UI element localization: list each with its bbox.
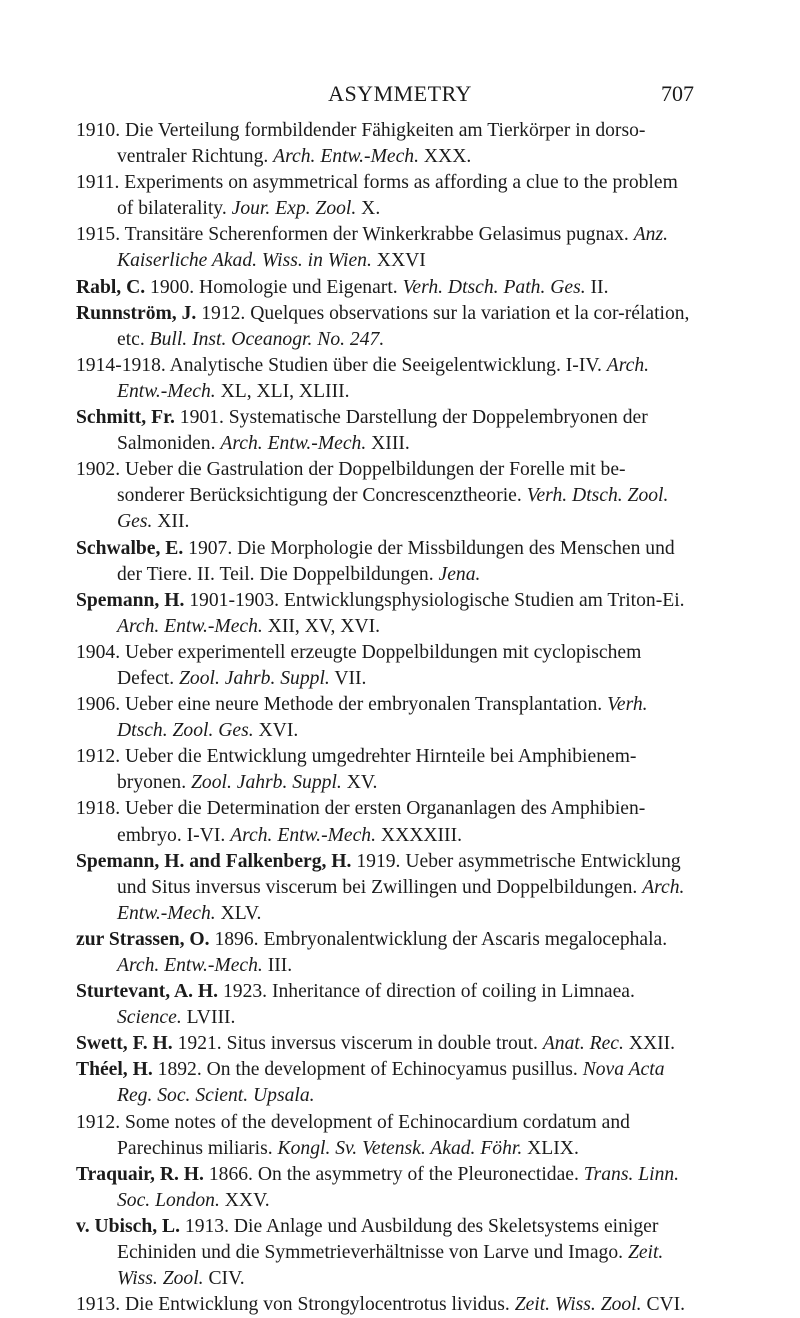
bibliography-entry bbox=[76, 301, 693, 353]
entry-year: 1911. bbox=[76, 172, 120, 194]
entry-journal: Zeit. Wiss. Zool. bbox=[117, 1242, 664, 1290]
entry-title: Analytische Studien über die Seeigelentwicklung. I-IV. bbox=[169, 354, 602, 376]
entry-title: Homologie und Eigenart. bbox=[199, 276, 398, 298]
entry-title: Entwicklungsphysiologische Studien am Triton-Ei. bbox=[283, 589, 685, 611]
entry-author: Schwalbe, E. bbox=[76, 537, 184, 559]
entry-volume: CVI. bbox=[646, 1294, 686, 1316]
bibliography-entry bbox=[76, 1110, 693, 1162]
entry-title: Ueber eine neure Methode der embryonalen Transplantation. bbox=[125, 694, 603, 716]
entry-title: Experiments on asymmetrical forms as affording a clue to the problem of bilaterality. bbox=[117, 172, 678, 220]
bibliography-list bbox=[76, 118, 693, 1318]
bibliography-entry bbox=[76, 744, 693, 796]
bibliography-entry bbox=[76, 222, 693, 274]
entry-journal: Arch. Entw.-Mech. bbox=[117, 955, 263, 976]
entry-volume: XII, XV, XVI. bbox=[267, 615, 381, 637]
entry-volume: XIII. bbox=[371, 433, 410, 455]
bibliography-entry bbox=[76, 849, 693, 927]
entry-author: Spemann, H. and Falkenberg, H. bbox=[76, 850, 352, 872]
entry-volume: XV. bbox=[346, 772, 378, 794]
bibliography-entry bbox=[76, 1292, 693, 1318]
entry-title: Some notes of the development of Echinocardium cordatum and Parechinus miliaris. bbox=[117, 1111, 630, 1159]
entry-title: Quelques observations sur la variation et la cor-rélation, etc. bbox=[117, 302, 690, 350]
entry-volume: XII. bbox=[157, 511, 190, 533]
entry-journal: Nova Acta Reg. Soc. Scient. Upsala. bbox=[117, 1059, 665, 1107]
entry-volume: LVIII. bbox=[186, 1007, 236, 1029]
entry-volume: XL, XLI, XLIII. bbox=[220, 380, 350, 402]
entry-year: 1904. bbox=[76, 641, 121, 663]
entry-journal: Kongl. Sv. Vetensk. Akad. Föhr. bbox=[277, 1137, 523, 1159]
bibliography-entry bbox=[76, 118, 693, 170]
entry-journal: Arch. Entw.-Mech. bbox=[230, 824, 377, 846]
bibliography-entry bbox=[76, 170, 693, 222]
entry-title: Ueber die Entwicklung umgedrehter Hirnteile bei Amphibienem-bryonen. bbox=[117, 746, 637, 794]
entry-author: Traquair, R. H. bbox=[76, 1163, 204, 1185]
entry-journal: Verh. Dtsch. Path. Ges. bbox=[402, 276, 586, 298]
bibliography-entry bbox=[76, 979, 693, 1031]
entry-volume: XXVI bbox=[376, 250, 426, 272]
entry-year: 1906. bbox=[76, 694, 121, 716]
bibliography-entry bbox=[76, 275, 693, 301]
entry-year: 1907. bbox=[188, 537, 233, 559]
entry-author: Swett, F. H. bbox=[76, 1033, 173, 1055]
entry-year: 1910. bbox=[76, 120, 121, 141]
entry-year: 1912. bbox=[76, 1111, 121, 1133]
entry-year: 1901. bbox=[179, 407, 224, 429]
bibliography-entry bbox=[76, 796, 693, 848]
entry-year: 1915. bbox=[76, 224, 121, 246]
entry-year: 1913. bbox=[76, 1294, 121, 1316]
entry-author: Schmitt, Fr. bbox=[76, 407, 175, 429]
bibliography-entry bbox=[76, 457, 693, 535]
entry-year: 1914-1918. bbox=[76, 354, 166, 376]
entry-journal: Zool. Jahrb. Suppl. bbox=[191, 772, 342, 794]
entry-volume: X. bbox=[361, 198, 381, 220]
bibliography-entry bbox=[76, 927, 693, 979]
entry-year: 1900. bbox=[150, 276, 195, 298]
bibliography-entry bbox=[76, 536, 693, 588]
entry-journal: Trans. Linn. Soc. London. bbox=[117, 1163, 680, 1211]
entry-title: Ueber die Determination der ersten Organanlagen des Amphibien-embryo. I-VI. bbox=[117, 798, 646, 846]
bibliography-entry bbox=[76, 353, 693, 405]
entry-title: Ueber asymmetrische Entwicklung und Situs inversus viscerum bei Zwillingen und Doppelbildungen. bbox=[117, 850, 681, 898]
entry-volume: II. bbox=[590, 276, 609, 298]
entry-title: Transitäre Scherenformen der Winkerkrabbe Gelasimus pugnax. bbox=[124, 224, 629, 246]
entry-journal: Verh. Dtsch. Zool. Ges. bbox=[117, 485, 669, 533]
entry-author: Runnström, J. bbox=[76, 302, 197, 324]
entry-author: Sturtevant, A. H. bbox=[76, 981, 219, 1003]
entry-journal: Arch. Entw.-Mech. bbox=[273, 146, 419, 168]
entry-journal: Science. bbox=[117, 1007, 182, 1029]
bibliography-entry bbox=[76, 405, 693, 457]
bibliography-entry bbox=[76, 1057, 693, 1109]
entry-year: 1913. bbox=[184, 1215, 229, 1237]
bibliography-entry bbox=[76, 588, 693, 640]
entry-volume: XXV. bbox=[224, 1189, 270, 1211]
entry-title: On the asymmetry of the Pleuronectidae. bbox=[257, 1163, 579, 1185]
entry-title: Die Morphologie der Missbildungen des Menschen und der Tiere. II. Teil. Die Doppelbildungen. bbox=[117, 537, 675, 585]
entry-volume: XLIX. bbox=[527, 1137, 579, 1159]
entry-volume: CIV. bbox=[208, 1268, 245, 1290]
entry-journal: Zeit. Wiss. Zool. bbox=[514, 1294, 642, 1316]
entry-year: 1921. bbox=[177, 1033, 222, 1055]
bibliography-entry bbox=[76, 1214, 693, 1292]
page-header bbox=[0, 80, 800, 108]
bibliography-entry bbox=[76, 1031, 693, 1057]
running-title: ASYMMETRY bbox=[328, 81, 472, 106]
entry-year: 1902. bbox=[76, 459, 121, 481]
entry-journal: Arch. Entw.-Mech. bbox=[117, 354, 650, 402]
entry-author: Rabl, C. bbox=[76, 276, 146, 298]
entry-title: Systematische Darstellung der Doppelembryonen der Salmoniden. bbox=[117, 407, 648, 455]
entry-journal: Zool. Jahrb. Suppl. bbox=[179, 667, 330, 689]
entry-volume: III. bbox=[267, 955, 293, 976]
entry-title: Embryonalentwicklung der Ascaris megalocephala. bbox=[263, 928, 668, 950]
entry-title: Ueber die Gastrulation der Doppelbildungen der Forelle mit be-sonderer Berücksichtigung der Concrescenztheorie. bbox=[117, 459, 626, 507]
entry-journal: Verh. Dtsch. Zool. Ges. bbox=[117, 694, 648, 742]
entry-journal: Anz. Kaiserliche Akad. Wiss. in Wien. bbox=[117, 224, 668, 272]
entry-author: zur Strassen, O. bbox=[76, 928, 210, 950]
entry-title: On the development of Echinocyamus pusillus. bbox=[206, 1059, 578, 1081]
entry-year: 1866. bbox=[208, 1163, 253, 1185]
entry-title: Die Entwicklung von Strongylocentrotus lividus. bbox=[125, 1294, 510, 1316]
entry-author: Spemann, H. bbox=[76, 589, 185, 611]
bibliography-entry bbox=[76, 692, 693, 744]
entry-author: v. Ubisch, L. bbox=[76, 1215, 180, 1237]
entry-journal: Arch. Entw.-Mech. bbox=[220, 433, 367, 455]
entry-journal: Anat. Rec. bbox=[542, 1033, 624, 1055]
bibliography-entry bbox=[76, 640, 693, 692]
entry-year: 1892. bbox=[157, 1059, 202, 1081]
entry-volume: XXII. bbox=[628, 1033, 676, 1055]
entry-volume: XXX. bbox=[423, 146, 472, 168]
entry-journal: Bull. Inst. Oceanogr. No. 247. bbox=[149, 328, 385, 350]
entry-volume: XLV. bbox=[220, 902, 262, 924]
entry-journal: Arch. Entw.-Mech. bbox=[117, 876, 685, 924]
entry-volume: XXXXIII. bbox=[380, 824, 462, 846]
entry-year: 1912. bbox=[76, 746, 121, 768]
entry-year: 1896. bbox=[214, 928, 259, 950]
entry-year: 1923. bbox=[222, 981, 268, 1003]
entry-title: Die Anlage und Ausbildung des Skeletsystems einiger Echiniden und die Symmetrieverhältnisse von Larve und Imago. bbox=[117, 1215, 659, 1264]
entry-year: 1901-1903. bbox=[189, 589, 280, 611]
entry-author: Théel, H. bbox=[76, 1059, 153, 1081]
entry-journal: Jour. Exp. Zool. bbox=[231, 198, 357, 220]
entry-title: Die Verteilung formbildender Fähigkeiten am Tierkörper in dorso-ventraler Richtung. bbox=[117, 120, 646, 168]
entry-volume: VII. bbox=[334, 667, 367, 689]
entry-year: 1919. bbox=[356, 850, 401, 872]
bibliography-entry bbox=[76, 1162, 693, 1214]
entry-year: 1918. bbox=[76, 798, 121, 820]
entry-volume: XVI. bbox=[258, 720, 299, 742]
entry-title: Inheritance of direction of coiling in Limnaea. bbox=[271, 981, 635, 1003]
entry-journal: Jena. bbox=[438, 563, 481, 585]
entry-year: 1912. bbox=[201, 302, 246, 324]
entry-journal: Arch. Entw.-Mech. bbox=[117, 615, 263, 637]
entry-title: Ueber experimentell erzeugte Doppelbildungen mit cyclopischem Defect. bbox=[117, 641, 642, 689]
page-number: 707 bbox=[661, 81, 694, 106]
entry-title: Situs inversus viscerum in double trout. bbox=[226, 1033, 538, 1055]
